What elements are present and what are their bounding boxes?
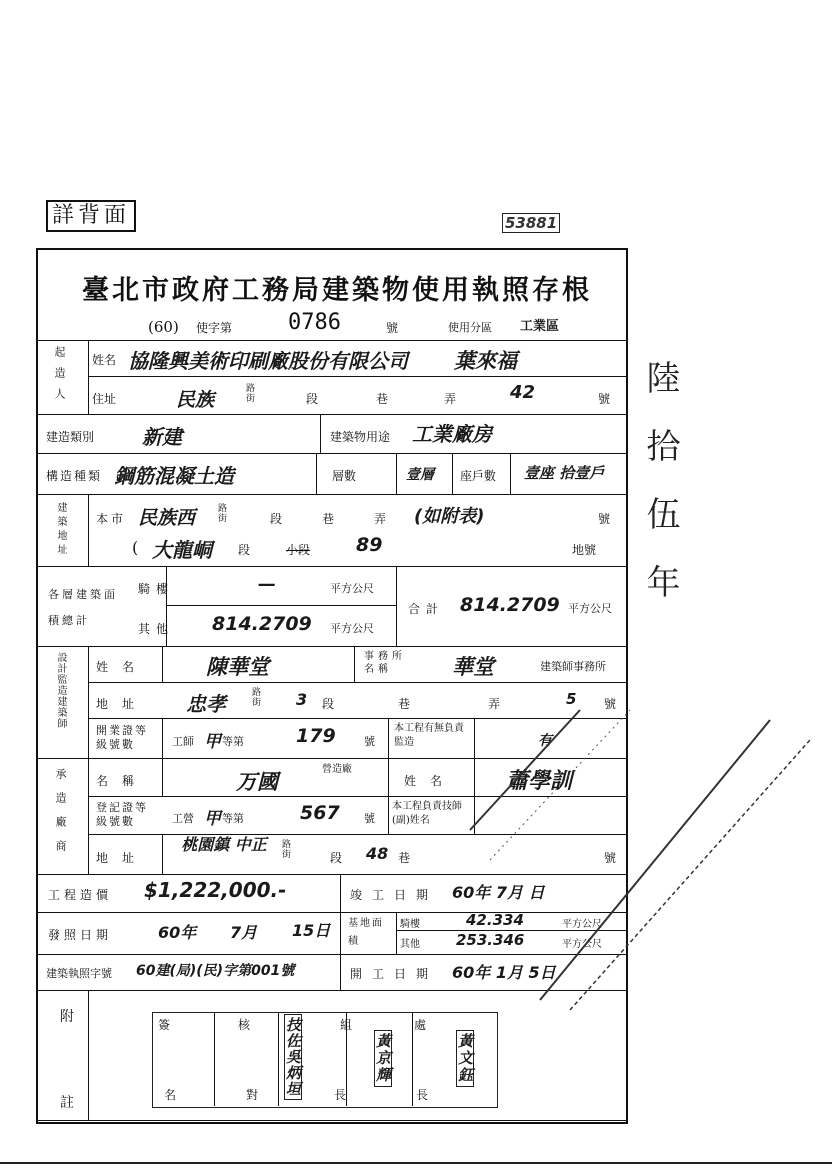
designer-addr-number-unit: 號 — [604, 697, 617, 711]
build-type-value: 新建 — [142, 425, 182, 449]
designer-reg-no-unit: 號 — [364, 735, 375, 748]
designer-addr-label: 地址 — [96, 697, 149, 711]
license-suffix: 號 — [386, 321, 399, 335]
address-lot-open-paren: ( — [132, 538, 139, 557]
sign-col3-top: 組 — [340, 1018, 353, 1032]
address-number-unit: 號 — [598, 512, 611, 526]
applicant-addr-alley: 弄 — [444, 392, 457, 406]
sign-col4-top: 處 — [414, 1018, 427, 1032]
checker-seal: 技佐吳炳垣 — [284, 1014, 302, 1100]
permit-value: 60建(局)(民)字第001號 — [136, 963, 295, 979]
site-other-label: 其他 — [400, 939, 420, 950]
contractor-reg-no: 567 — [300, 802, 340, 824]
address-alley: 弄 — [374, 512, 387, 526]
section-chief-seal: 黃京輝 — [374, 1030, 392, 1087]
address-lot-sub: 小段 — [286, 543, 311, 557]
contractor-reg-grade-suffix: 等第 — [222, 812, 244, 825]
applicant-addr-number: 42 — [510, 382, 536, 403]
license-number: 0786 — [288, 310, 341, 335]
start-label: 開工日期 — [350, 967, 439, 981]
address-lot-unit: 地號 — [572, 543, 597, 557]
structure-label: 構造種類 — [46, 469, 103, 483]
contractor-addr-section: 段 — [330, 851, 343, 865]
license-prefix: (60) — [148, 318, 179, 336]
issue-year: 60年 — [158, 923, 197, 942]
applicant-addr-road: 民族 — [176, 389, 215, 411]
address-note: (如附表) — [414, 506, 485, 527]
sign-col4-bottom: 長 — [416, 1088, 429, 1102]
remarks-label-a: 附 — [60, 1009, 74, 1025]
contractor-reg-no-unit: 號 — [364, 812, 375, 825]
contractor-addr-lane: 48 — [366, 844, 389, 863]
site-other-unit: 平方公尺 — [562, 939, 602, 950]
director-seal: 黃文鈺 — [456, 1030, 474, 1087]
designer-office-suffix: 建築師事務所 — [540, 660, 606, 673]
designer-addr-lane: 巷 — [398, 697, 411, 711]
issue-label: 發照日期 — [48, 928, 113, 942]
applicant-addr-section: 段 — [306, 392, 319, 406]
sign-col2-bottom: 對 — [246, 1088, 259, 1102]
designer-addr-number: 5 — [566, 690, 577, 708]
address-road-unit: 路 街 — [218, 504, 228, 524]
floors-label: 層數 — [332, 469, 357, 483]
signature-frame — [152, 1012, 498, 1108]
designer-name-label: 姓名 — [96, 660, 149, 674]
doc-number-stamp: 53881 — [502, 213, 560, 233]
designer-addr-road-unit: 路 街 — [252, 688, 262, 708]
site-label: 基地面積 — [348, 918, 384, 947]
applicant-name-label: 姓名 — [92, 353, 117, 367]
designer-name-value: 陳華堂 — [206, 655, 269, 679]
contractor-addr-lane-unit: 巷 — [398, 851, 411, 865]
site-arcade-label: 騎樓 — [400, 919, 420, 930]
units-label: 座戶數 — [460, 469, 497, 483]
applicant-addr-lane: 巷 — [376, 392, 389, 406]
area-total-label: 合計 — [408, 602, 445, 616]
designer-office-label: 事務所名稱 — [364, 651, 406, 675]
contractor-person-label: 姓名 — [404, 774, 457, 788]
contractor-reg-grade: 甲 — [204, 809, 221, 829]
designer-supervise-value: 有 — [538, 733, 552, 749]
address-city: 本市 — [96, 512, 127, 526]
sign-col3-bottom: 長 — [334, 1088, 347, 1102]
designer-reg-grade-suffix: 等第 — [222, 735, 244, 748]
start-value: 60年 1月 5日 — [452, 963, 556, 982]
zone-label: 使用分區 — [448, 321, 492, 334]
area-arcade-value: — — [258, 574, 276, 595]
contractor-reg-prefix: 工營 — [172, 812, 194, 825]
contractor-addr-label: 地址 — [96, 851, 149, 865]
floors-value: 壹層 — [406, 467, 434, 483]
issue-day: 15日 — [292, 921, 331, 940]
area-other-value: 814.2709 — [212, 613, 312, 635]
contractor-addr-road-unit: 路 街 — [282, 840, 292, 860]
contractor-name-value: 万國 — [236, 770, 278, 794]
contractor-person-value: 蕭學訓 — [506, 769, 573, 794]
license-word: 使字第 — [196, 321, 233, 335]
contractor-name-label: 名稱 — [96, 774, 149, 788]
completion-label: 竣工日期 — [350, 888, 439, 902]
build-type-label: 建造類別 — [46, 430, 95, 444]
site-arcade-value: 42.334 — [466, 911, 524, 929]
address-lot-section: 段 — [238, 543, 251, 557]
use-label: 建築物用途 — [330, 430, 391, 444]
form-title: 臺北市政府工務局建築物使用執照存根 — [82, 275, 592, 306]
applicant-name-value: 協隆興美術印刷廠股份有限公司 — [128, 349, 408, 373]
contractor-addr-road: 桃園鎮 中正 — [181, 835, 267, 854]
designer-reg-prefix: 工師 — [172, 735, 194, 748]
contractor-reg-label: 登記證等級號數 — [96, 801, 148, 828]
diagonal-stamp-band — [430, 700, 830, 1020]
sign-col2-top: 核 — [238, 1018, 251, 1032]
applicant-addr-road-unit: 路 街 — [246, 384, 256, 404]
sign-col1-top: 簽 — [158, 1018, 171, 1032]
contractor-name-suffix: 營造廠 — [322, 764, 352, 775]
site-arcade-unit: 平方公尺 — [562, 919, 602, 930]
address-lane: 巷 — [322, 512, 335, 526]
applicant-group-label: 起造人 — [53, 346, 66, 409]
completion-value: 60年 7月 日 — [452, 883, 545, 902]
applicant-rep-value: 葉來福 — [454, 349, 517, 373]
sign-col1-bottom: 名 — [164, 1088, 177, 1102]
address-group-label: 建築地址 — [55, 502, 66, 558]
permit-label: 建築執照字號 — [46, 967, 112, 980]
area-total-value: 814.2709 — [460, 594, 560, 616]
document-tag: 詳背面 — [46, 200, 136, 232]
contractor-tech-label: 本工程負責技師(副)姓名 — [392, 801, 462, 826]
margin-vertical-text: 陸拾伍年 — [640, 360, 680, 632]
cost-value: $1,222,000.- — [144, 878, 287, 902]
address-section: 段 — [270, 512, 283, 526]
designer-supervise-label: 本工程有無負責監造 — [394, 723, 464, 748]
structure-value: 鋼筋混凝土造 — [114, 464, 234, 488]
applicant-addr-label: 住址 — [92, 392, 117, 406]
area-arcade-label: 騎樓 — [138, 582, 175, 596]
designer-office-value: 華堂 — [452, 655, 494, 679]
address-road: 民族西 — [138, 507, 196, 529]
contractor-group-label: 承造廠商 — [54, 768, 67, 864]
designer-reg-label: 開業證等級號數 — [96, 724, 148, 751]
designer-reg-grade: 甲 — [204, 732, 221, 752]
issue-month: 7月 — [230, 923, 258, 942]
address-lot-number: 89 — [356, 534, 383, 556]
area-total-unit: 平方公尺 — [568, 602, 612, 615]
zone-value: 工業區 — [520, 319, 560, 334]
area-other-unit: 平方公尺 — [330, 622, 374, 635]
cost-label: 工程造價 — [48, 888, 113, 902]
area-other-label: 其他 — [138, 622, 175, 636]
use-value: 工業廠房 — [412, 422, 492, 446]
area-group-label: 各層建築面積總計 — [48, 588, 118, 627]
site-other-value: 253.346 — [456, 931, 525, 949]
applicant-addr-number-unit: 號 — [598, 392, 611, 406]
designer-group-label: 設計監造建築師 — [55, 652, 66, 729]
designer-addr-section: 段 — [322, 697, 335, 711]
units-value: 壹座 拾壹戶 — [524, 464, 605, 482]
designer-addr-road: 忠孝 — [186, 692, 226, 716]
address-lot-area: 大龍峒 — [152, 538, 212, 562]
contractor-addr-number-unit: 號 — [604, 851, 617, 865]
designer-addr-section-no: 3 — [296, 690, 308, 709]
designer-addr-alley: 弄 — [488, 697, 501, 711]
designer-reg-no: 179 — [296, 725, 336, 747]
remarks-label-b: 註 — [60, 1095, 74, 1111]
area-arcade-unit: 平方公尺 — [330, 582, 374, 595]
